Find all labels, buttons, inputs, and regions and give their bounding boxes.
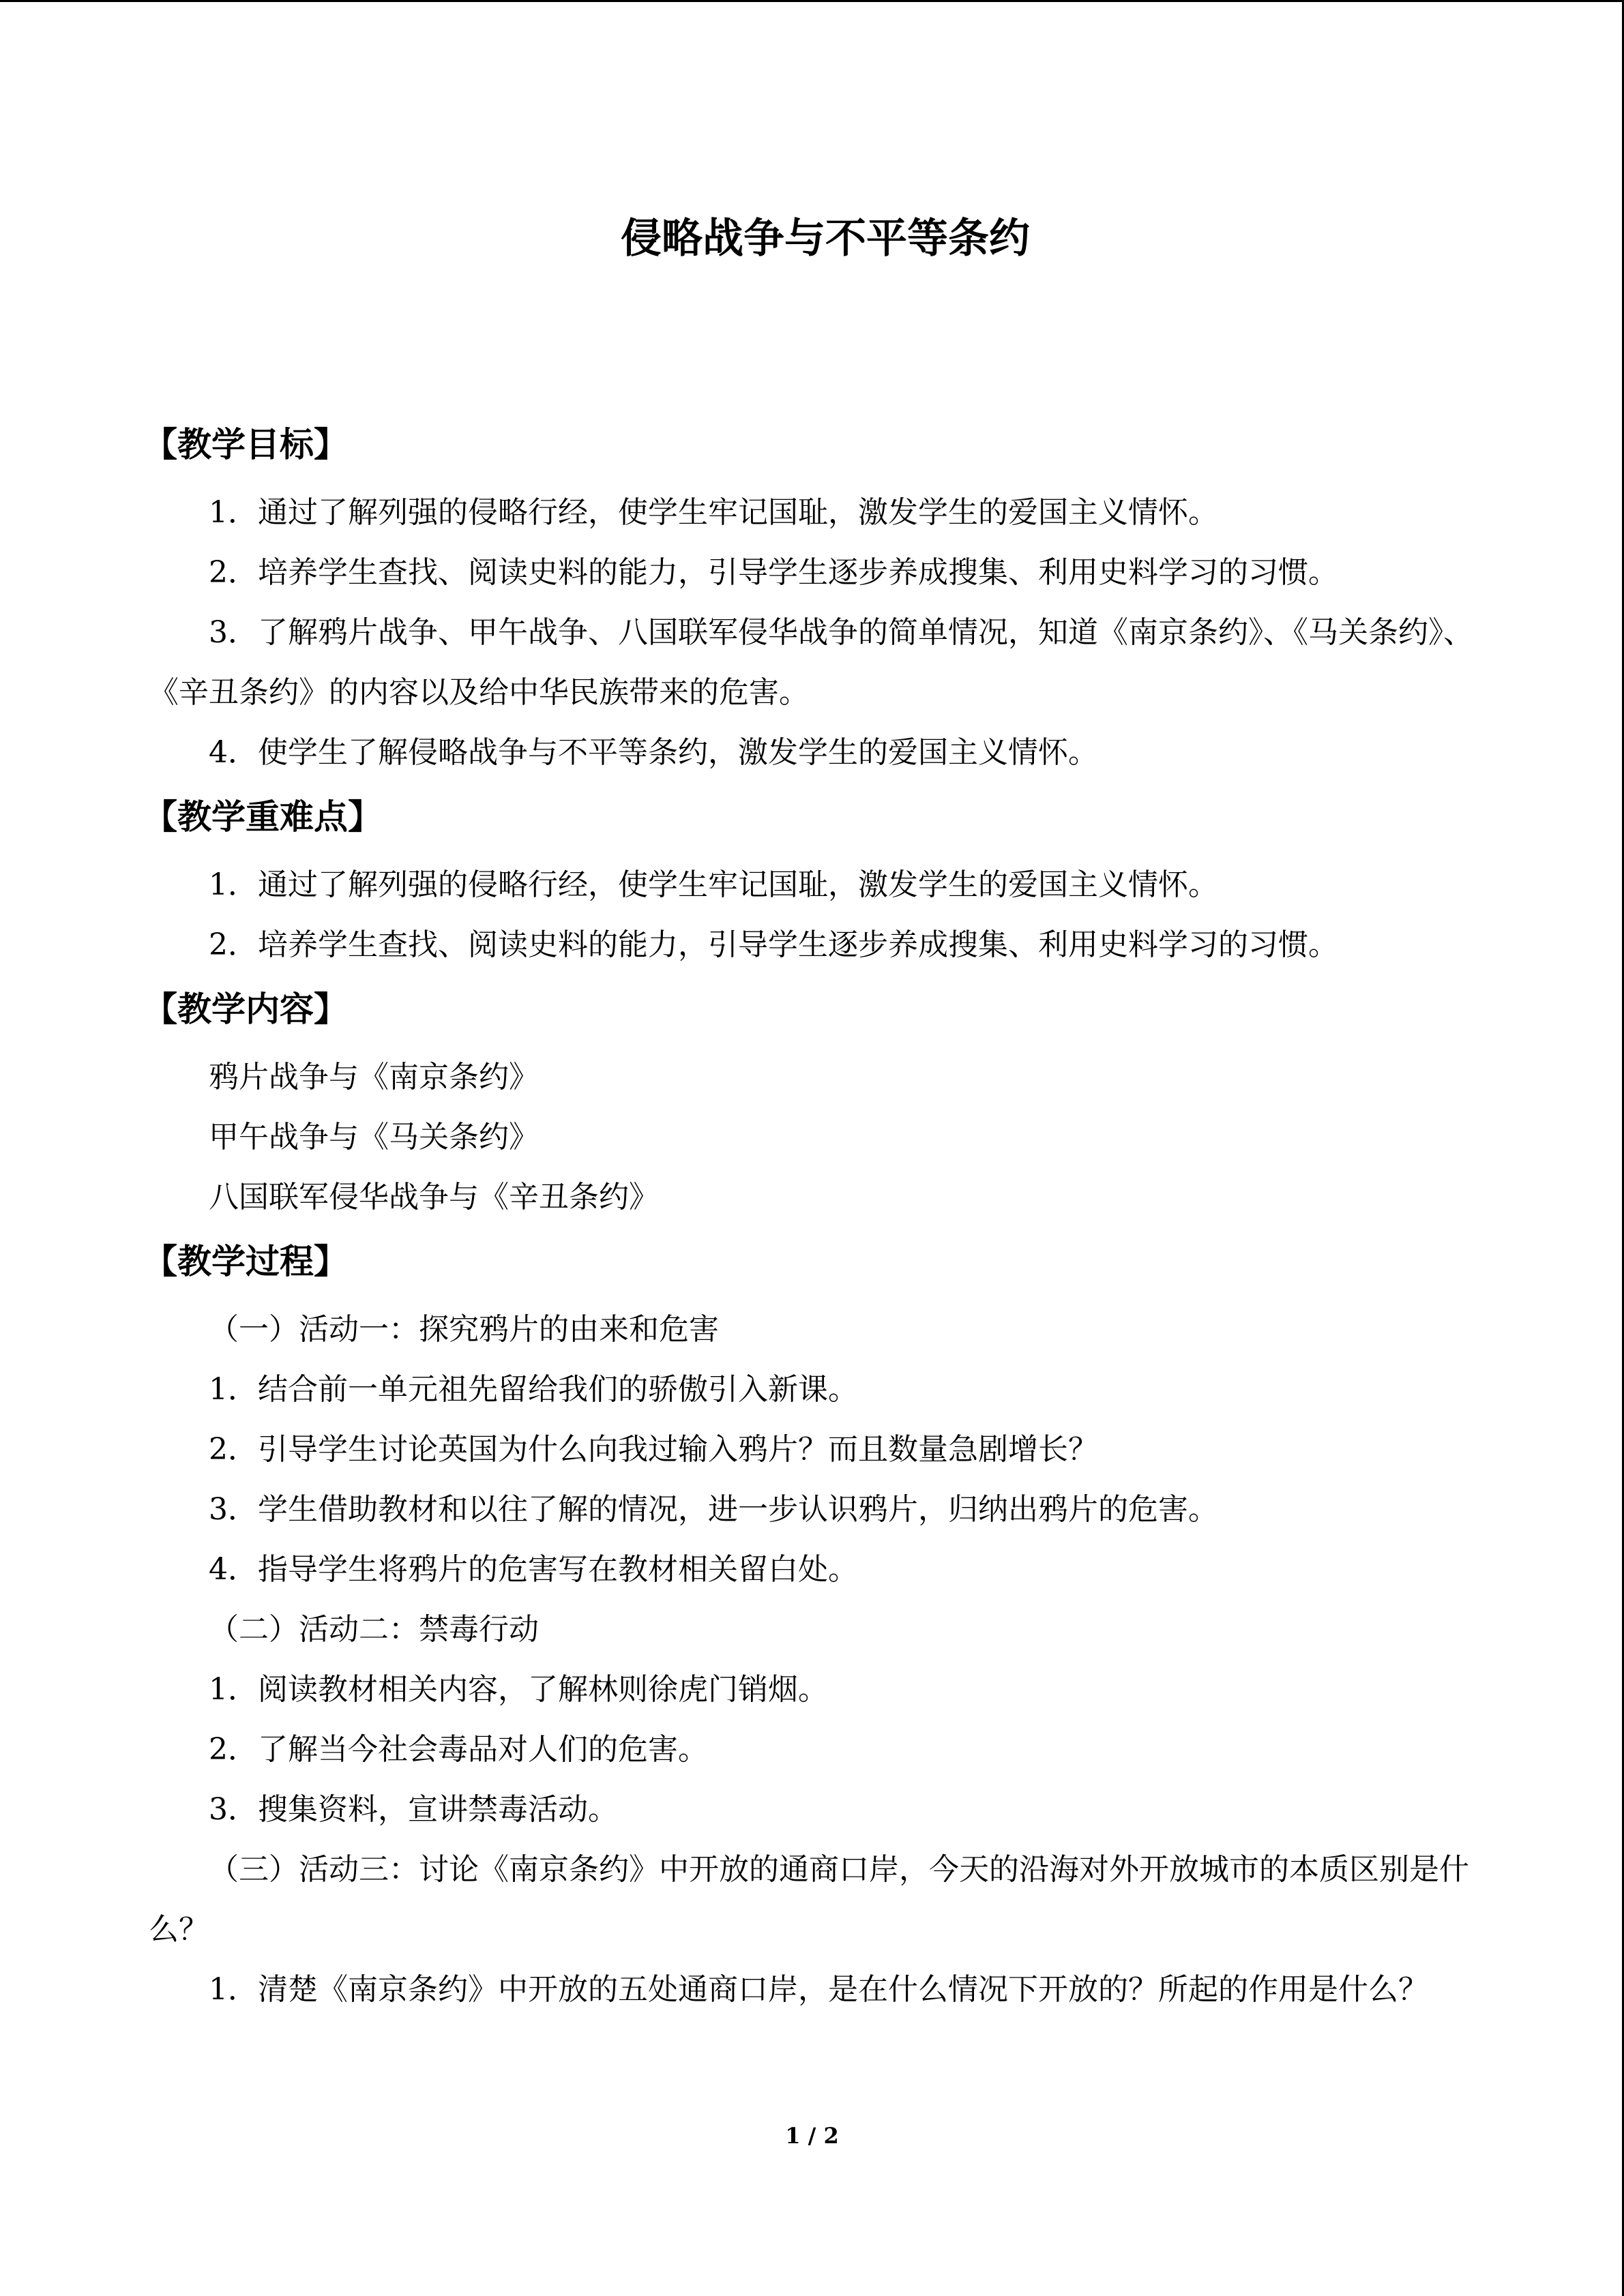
goal-item-1: 1．通过了解列强的侵略行经，使学生牢记国耻，激发学生的爱国主义情怀。 bbox=[209, 495, 1218, 530]
process-item: 1．结合前一单元祖先留给我们的骄傲引入新课。 bbox=[209, 1372, 858, 1407]
content-item-1: 鸦片战争与《南京条约》 bbox=[209, 1060, 539, 1094]
process-item: 1．阅读教材相关内容，了解林则徐虎门销烟。 bbox=[209, 1672, 828, 1707]
process-activity-1-title: （一）活动一：探究鸦片的由来和危害 bbox=[209, 1312, 719, 1347]
heading-teaching-process: 【教学过程】 bbox=[143, 1242, 348, 1281]
page-number: 1 / 2 bbox=[785, 2123, 839, 2149]
document-page bbox=[143, 205, 1479, 2020]
heading-teaching-goals: 【教学目标】 bbox=[143, 425, 348, 464]
process-activity-2-title: （二）活动二：禁毒行动 bbox=[209, 1612, 539, 1647]
process-item: 4．指导学生将鸦片的危害写在教材相关留白处。 bbox=[209, 1552, 858, 1587]
process-activity-3-title: （三）活动三：讨论《南京条约》中开放的通商口岸，今天的沿海对外开放城市的本质区别是什么？ bbox=[149, 1852, 1469, 1947]
content-item-2: 甲午战争与《马关条约》 bbox=[209, 1120, 539, 1154]
process-item: 2．引导学生讨论英国为什么向我过输入鸦片？而且数量急剧增长？ bbox=[209, 1432, 1098, 1467]
top-border-line bbox=[0, 0, 1624, 2]
heading-key-points: 【教学重难点】 bbox=[143, 797, 382, 837]
goal-item-2: 2．培养学生查找、阅读史料的能力，引导学生逐步养成搜集、利用史料学习的习惯。 bbox=[209, 555, 1338, 590]
process-item: 2．了解当今社会毒品对人们的危害。 bbox=[209, 1732, 708, 1767]
process-item: 3．学生借助教材和以往了解的情况，进一步认识鸦片，归纳出鸦片的危害。 bbox=[209, 1492, 1218, 1527]
process-item: 1．清楚《南京条约》中开放的五处通商口岸，是在什么情况下开放的？所起的作用是什么？ bbox=[209, 1972, 1428, 2007]
document-title: 侵略战争与不平等条约 bbox=[621, 215, 1030, 263]
key-point-item-2: 2．培养学生查找、阅读史料的能力，引导学生逐步养成搜集、利用史料学习的习惯。 bbox=[209, 927, 1338, 962]
process-item: 3．搜集资料，宣讲禁毒活动。 bbox=[209, 1792, 618, 1827]
key-point-item-1: 1．通过了解列强的侵略行经，使学生牢记国耻，激发学生的爱国主义情怀。 bbox=[209, 867, 1218, 902]
heading-teaching-content: 【教学内容】 bbox=[143, 989, 348, 1029]
goal-item-3: 3．了解鸦片战争、甲午战争、八国联军侵华战争的简单情况，知道《南京条约》、《马关条约》、《辛丑条约》的内容以及给中华民族带来的危害。 bbox=[149, 615, 1473, 710]
content-item-3: 八国联军侵华战争与《辛丑条约》 bbox=[209, 1180, 659, 1214]
goal-item-4: 4．使学生了解侵略战争与不平等条约，激发学生的爱国主义情怀。 bbox=[209, 735, 1098, 770]
